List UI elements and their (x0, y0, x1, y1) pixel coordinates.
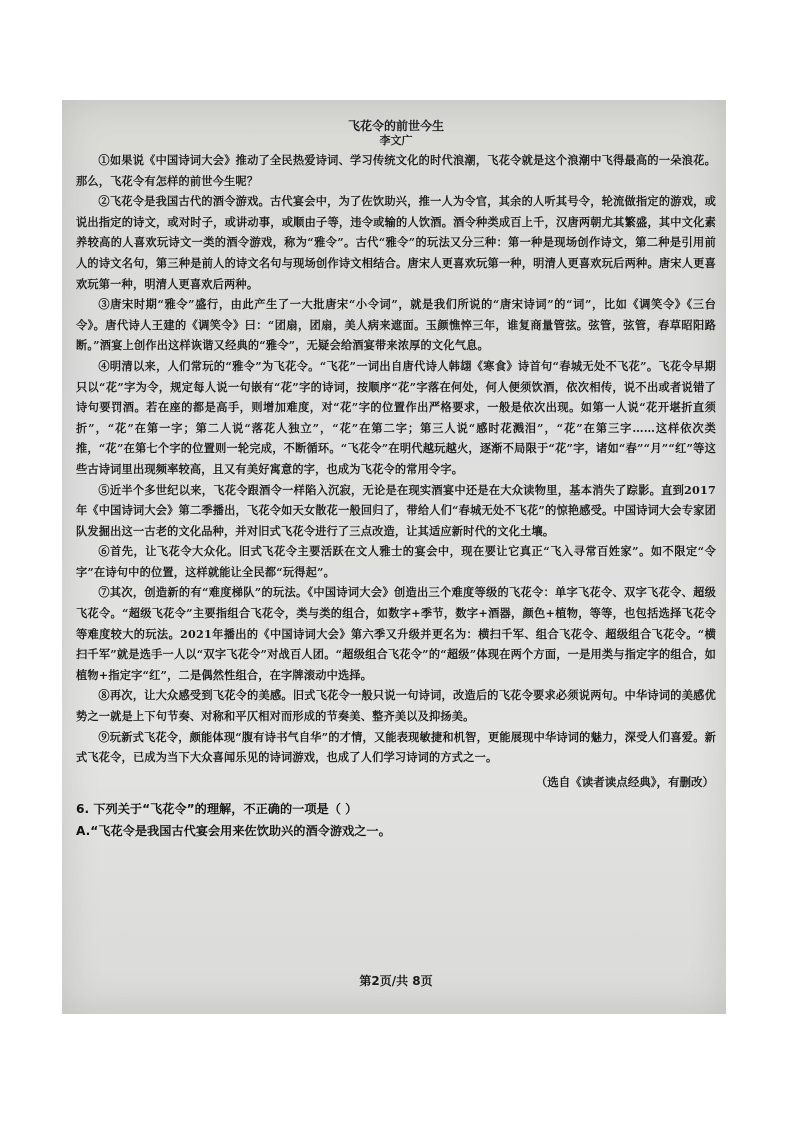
exam-page (76, 104, 716, 1010)
paragraph-9: ⑨玩新式飞花令，颇能体现“腹有诗书气自华”的才情，又能表现敏捷和机智，更能展现中华诗词的魅力，深受人们喜爱。新式飞花令，已成为当下大众喜闻乐见的诗词游戏，也成了人们学习诗词的方式之一。 (76, 729, 716, 765)
paragraph-1: ①如果说《中国诗词大会》推动了全民热爱诗词、学习传统文化的时代浪潮，飞花令就是这个浪潮中飞得最高的一朵浪花。那么，飞花令有怎样的前世今生呢？ (76, 153, 716, 188)
paragraph-4: ④明清以来，人们常玩的“雅令”为飞花令。“飞花”一词出自唐代诗人韩翃《寒食》诗首句“春城无处不飞花”。飞花令早期只以“花”字为令，规定每人说一句嵌有“花”字的诗词，按顺序“花”字落在何处，何人便须饮酒，依次相传，说不出或者说错了诗句要罚酒。若在座的都是高手，则增加难度，对“花”字的位置作出严格要求，一般是依次出现。如第一人说“花开堪折直须折”，“花”在第一字；第二人说“落花人独立”，“花”在第二字；第三人说“感时花溅泪”，“花”在第三字……这样依次类推，“花”在第七个字的位置则一轮完成，不断循环。“飞花令”在明代越玩越火，逐渐不局限于“花”字，诸如“春”“月”“红”等这些古诗词里出现频率较高，且又有美好寓意的字，也成为飞花令的常用令字。 (76, 358, 716, 476)
page-number: 第2页/共 8页 (359, 974, 433, 988)
paragraph-5: ⑤近半个多世纪以来，飞花令跟酒令一样陷入沉寂，无论是在现实酒宴中还是在大众读物里，基本消失了踪影。直到2017年《中国诗词大会》第二季播出，飞花令如天女散花一般回归了，带给人们“春城无处不飞花”的惊艳感受。中国诗词大会专家团队发掘出这一古老的文化品种，并对旧式飞花令进行了三点改造，让其适应新时代的文化土壤。 (76, 482, 716, 538)
document-photo (62, 100, 726, 1014)
paragraph-3: ③唐宋时期“雅令”盛行，由此产生了一大批唐宋“小令词”，就是我们所说的“唐宋诗词”的“词”，比如《调笑令》《三台令》。唐代诗人王建的《调笑令》曰：“团扇，团扇，美人病来遮面。玉颜憔悴三年，谁复商量管弦。弦管，弦管，春草昭阳路断。”酒宴上创作出这样诙谐又经典的“雅令”，无疑会给酒宴带来浓厚的文化气息。 (76, 297, 716, 353)
paragraph-6: ⑥首先，让飞花令大众化。旧式飞花令主要活跃在文人雅士的宴会中，现在要让它真正“飞入寻常百姓家”。如不限定“令字”在诗句中的位置，这样就能让全民都“玩得起”。 (76, 544, 716, 579)
paragraph-8: ⑧再次，让大众感受到飞花令的美感。旧式飞花令一般只说一句诗词，改造后的飞花令要求必须说两句。中华诗词的美感优势之一就是上下句节奏、对称和平仄相对而形成的节奏美、整齐美以及抑扬美。 (76, 688, 716, 724)
question-6-stem: 6. 下列关于“飞花令”的理解，不正确的一项是（ ） (76, 801, 358, 816)
article-author: 李文广 (379, 134, 413, 147)
paragraph-7: ⑦其次，创造新的有“难度梯队”的玩法。《中国诗词大会》创造出三个难度等级的飞花令：单字飞花令、双字飞花令、超级飞花令。“超级飞花令”主要指组合飞花令，类与类的组合，如数字+季节，数字+酒器，颜色+植物，等等，也包括选择飞花令等难度较大的玩法。2021年播出的《中国诗词大会》第六季又升级并更名为：横扫千军、组合飞花令、超级组合飞花令。“横扫千军”就是选手一人以“双字飞花令”对战百人团。“超级组合飞花令”的“超级”体现在两个方面，一是用类与指定字的组合，如植物+指定字“红”，二是偶然性组合，在字牌滚动中选择。 (76, 585, 716, 682)
article-title: 飞花令的前世今生 (347, 119, 444, 133)
question-6-option-a: A.“飞花令是我国古代宴会用来佐饮助兴的酒令游戏之一。 (76, 823, 391, 838)
paragraph-2: ②飞花令是我国古代的酒令游戏。古代宴会中，为了佐饮助兴，推一人为令官，其余的人听其号令，轮流做指定的游戏，或说出指定的诗文，或对时子，或讲动事，或顺由子等，违令或输的人饮酒。酒令种类成百上千，汉唐两朝尤其繁盛，其中文化素养较高的人喜欢玩诗文一类的酒令游戏，称为“雅令”。古代“雅令”的玩法又分三种：第一种是现场创作诗文，第二种是引用前人的诗文名句，第三种是前人的诗文名句与现场创作诗文相结合。唐宋人更喜欢玩第一种，明清人更喜欢玩后两种。唐宋人更喜欢玩第一种，明清人更喜欢后两种。 (76, 194, 716, 291)
article-source: （选自《读者读点经典》，有删改） (535, 774, 714, 789)
